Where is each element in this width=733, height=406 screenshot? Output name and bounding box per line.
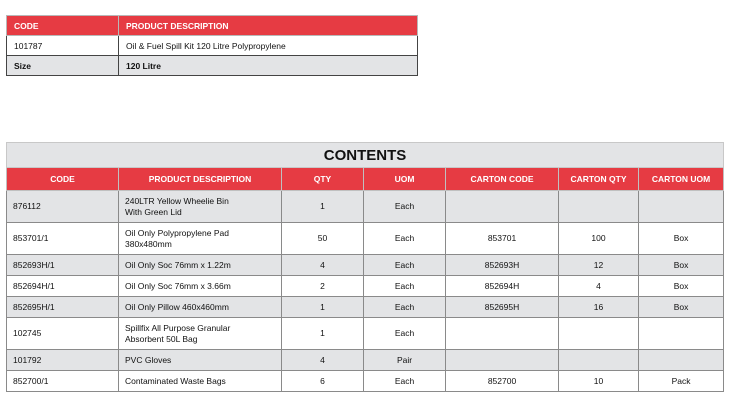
item-description-line: 240LTR Yellow Wheelie Bin [125, 195, 229, 206]
contents-table [6, 142, 724, 392]
qty-header: QTY [282, 168, 364, 191]
item-carton-code [446, 350, 559, 371]
item-carton-code: 852700 [446, 371, 559, 392]
item-code: 101792 [7, 350, 119, 371]
product-description-header: PRODUCT DESCRIPTION [119, 168, 282, 191]
product-description-header: PRODUCT DESCRIPTION [119, 16, 418, 36]
item-uom: Each [364, 255, 446, 276]
product-description: Oil & Fuel Spill Kit 120 Litre Polypropylene [119, 36, 418, 56]
uom-header: UOM [364, 168, 446, 191]
item-description [119, 297, 282, 318]
item-description-line: Oil Only Polypropylene Pad [125, 227, 229, 238]
item-qty: 4 [282, 255, 364, 276]
item-description [119, 255, 282, 276]
item-description [119, 276, 282, 297]
item-description [119, 318, 282, 350]
item-qty: 50 [282, 223, 364, 255]
item-carton-qty [559, 318, 639, 350]
item-carton-code [446, 191, 559, 223]
table-row [7, 276, 724, 297]
item-uom: Each [364, 371, 446, 392]
item-carton-qty: 16 [559, 297, 639, 318]
item-uom: Each [364, 318, 446, 350]
item-code: 876112 [7, 191, 119, 223]
item-description [119, 191, 282, 223]
item-carton-qty: 10 [559, 371, 639, 392]
product-info-table [6, 15, 418, 76]
item-carton-code: 852693H [446, 255, 559, 276]
item-carton-code: 852694H [446, 276, 559, 297]
code-header: CODE [7, 16, 119, 36]
item-qty: 1 [282, 297, 364, 318]
item-carton-uom [639, 191, 724, 223]
item-description-line: Oil Only Soc 76mm x 1.22m [125, 259, 231, 270]
item-description [119, 350, 282, 371]
item-description-line: Oil Only Pillow 460x460mm [125, 301, 229, 312]
size-label: Size [7, 56, 119, 76]
item-description-line: Oil Only Soc 76mm x 3.66m [125, 280, 231, 291]
item-carton-code: 852695H [446, 297, 559, 318]
table-row [7, 223, 724, 255]
carton-code-header: CARTON CODE [446, 168, 559, 191]
item-description-line: Contaminated Waste Bags [125, 375, 226, 386]
item-uom: Each [364, 223, 446, 255]
item-code: 852700/1 [7, 371, 119, 392]
table-row [7, 191, 724, 223]
item-code: 102745 [7, 318, 119, 350]
item-carton-uom: Box [639, 297, 724, 318]
item-carton-uom: Box [639, 276, 724, 297]
item-carton-uom [639, 318, 724, 350]
table-row [7, 297, 724, 318]
item-uom: Each [364, 276, 446, 297]
item-carton-uom [639, 350, 724, 371]
item-description-line: Spillfix All Purpose Granular [125, 322, 231, 333]
carton-qty-header: CARTON QTY [559, 168, 639, 191]
item-qty: 6 [282, 371, 364, 392]
table-row [7, 371, 724, 392]
item-description-line: Absorbent 50L Bag [125, 333, 198, 344]
contents-title: CONTENTS [7, 143, 724, 168]
item-carton-qty: 12 [559, 255, 639, 276]
carton-uom-header: CARTON UOM [639, 168, 724, 191]
item-qty: 4 [282, 350, 364, 371]
item-qty: 2 [282, 276, 364, 297]
item-carton-qty [559, 350, 639, 371]
item-qty: 1 [282, 318, 364, 350]
item-uom: Pair [364, 350, 446, 371]
item-description-line: With Green Lid [125, 206, 182, 217]
table-row [7, 255, 724, 276]
item-code: 852693H/1 [7, 255, 119, 276]
code-header: CODE [7, 168, 119, 191]
item-carton-qty: 4 [559, 276, 639, 297]
item-carton-code: 853701 [446, 223, 559, 255]
item-code: 852695H/1 [7, 297, 119, 318]
item-uom: Each [364, 191, 446, 223]
item-carton-code [446, 318, 559, 350]
product-code: 101787 [7, 36, 119, 56]
item-carton-qty: 100 [559, 223, 639, 255]
item-carton-qty [559, 191, 639, 223]
item-code: 853701/1 [7, 223, 119, 255]
item-description [119, 223, 282, 255]
item-carton-uom: Pack [639, 371, 724, 392]
item-carton-uom: Box [639, 223, 724, 255]
table-row [7, 318, 724, 350]
item-uom: Each [364, 297, 446, 318]
item-code: 852694H/1 [7, 276, 119, 297]
item-qty: 1 [282, 191, 364, 223]
item-description-line: 380x480mm [125, 238, 172, 249]
item-carton-uom: Box [639, 255, 724, 276]
table-row [7, 350, 724, 371]
item-description [119, 371, 282, 392]
item-description-line: PVC Gloves [125, 354, 172, 365]
contents-body [7, 191, 724, 392]
size-value: 120 Litre [119, 56, 418, 76]
